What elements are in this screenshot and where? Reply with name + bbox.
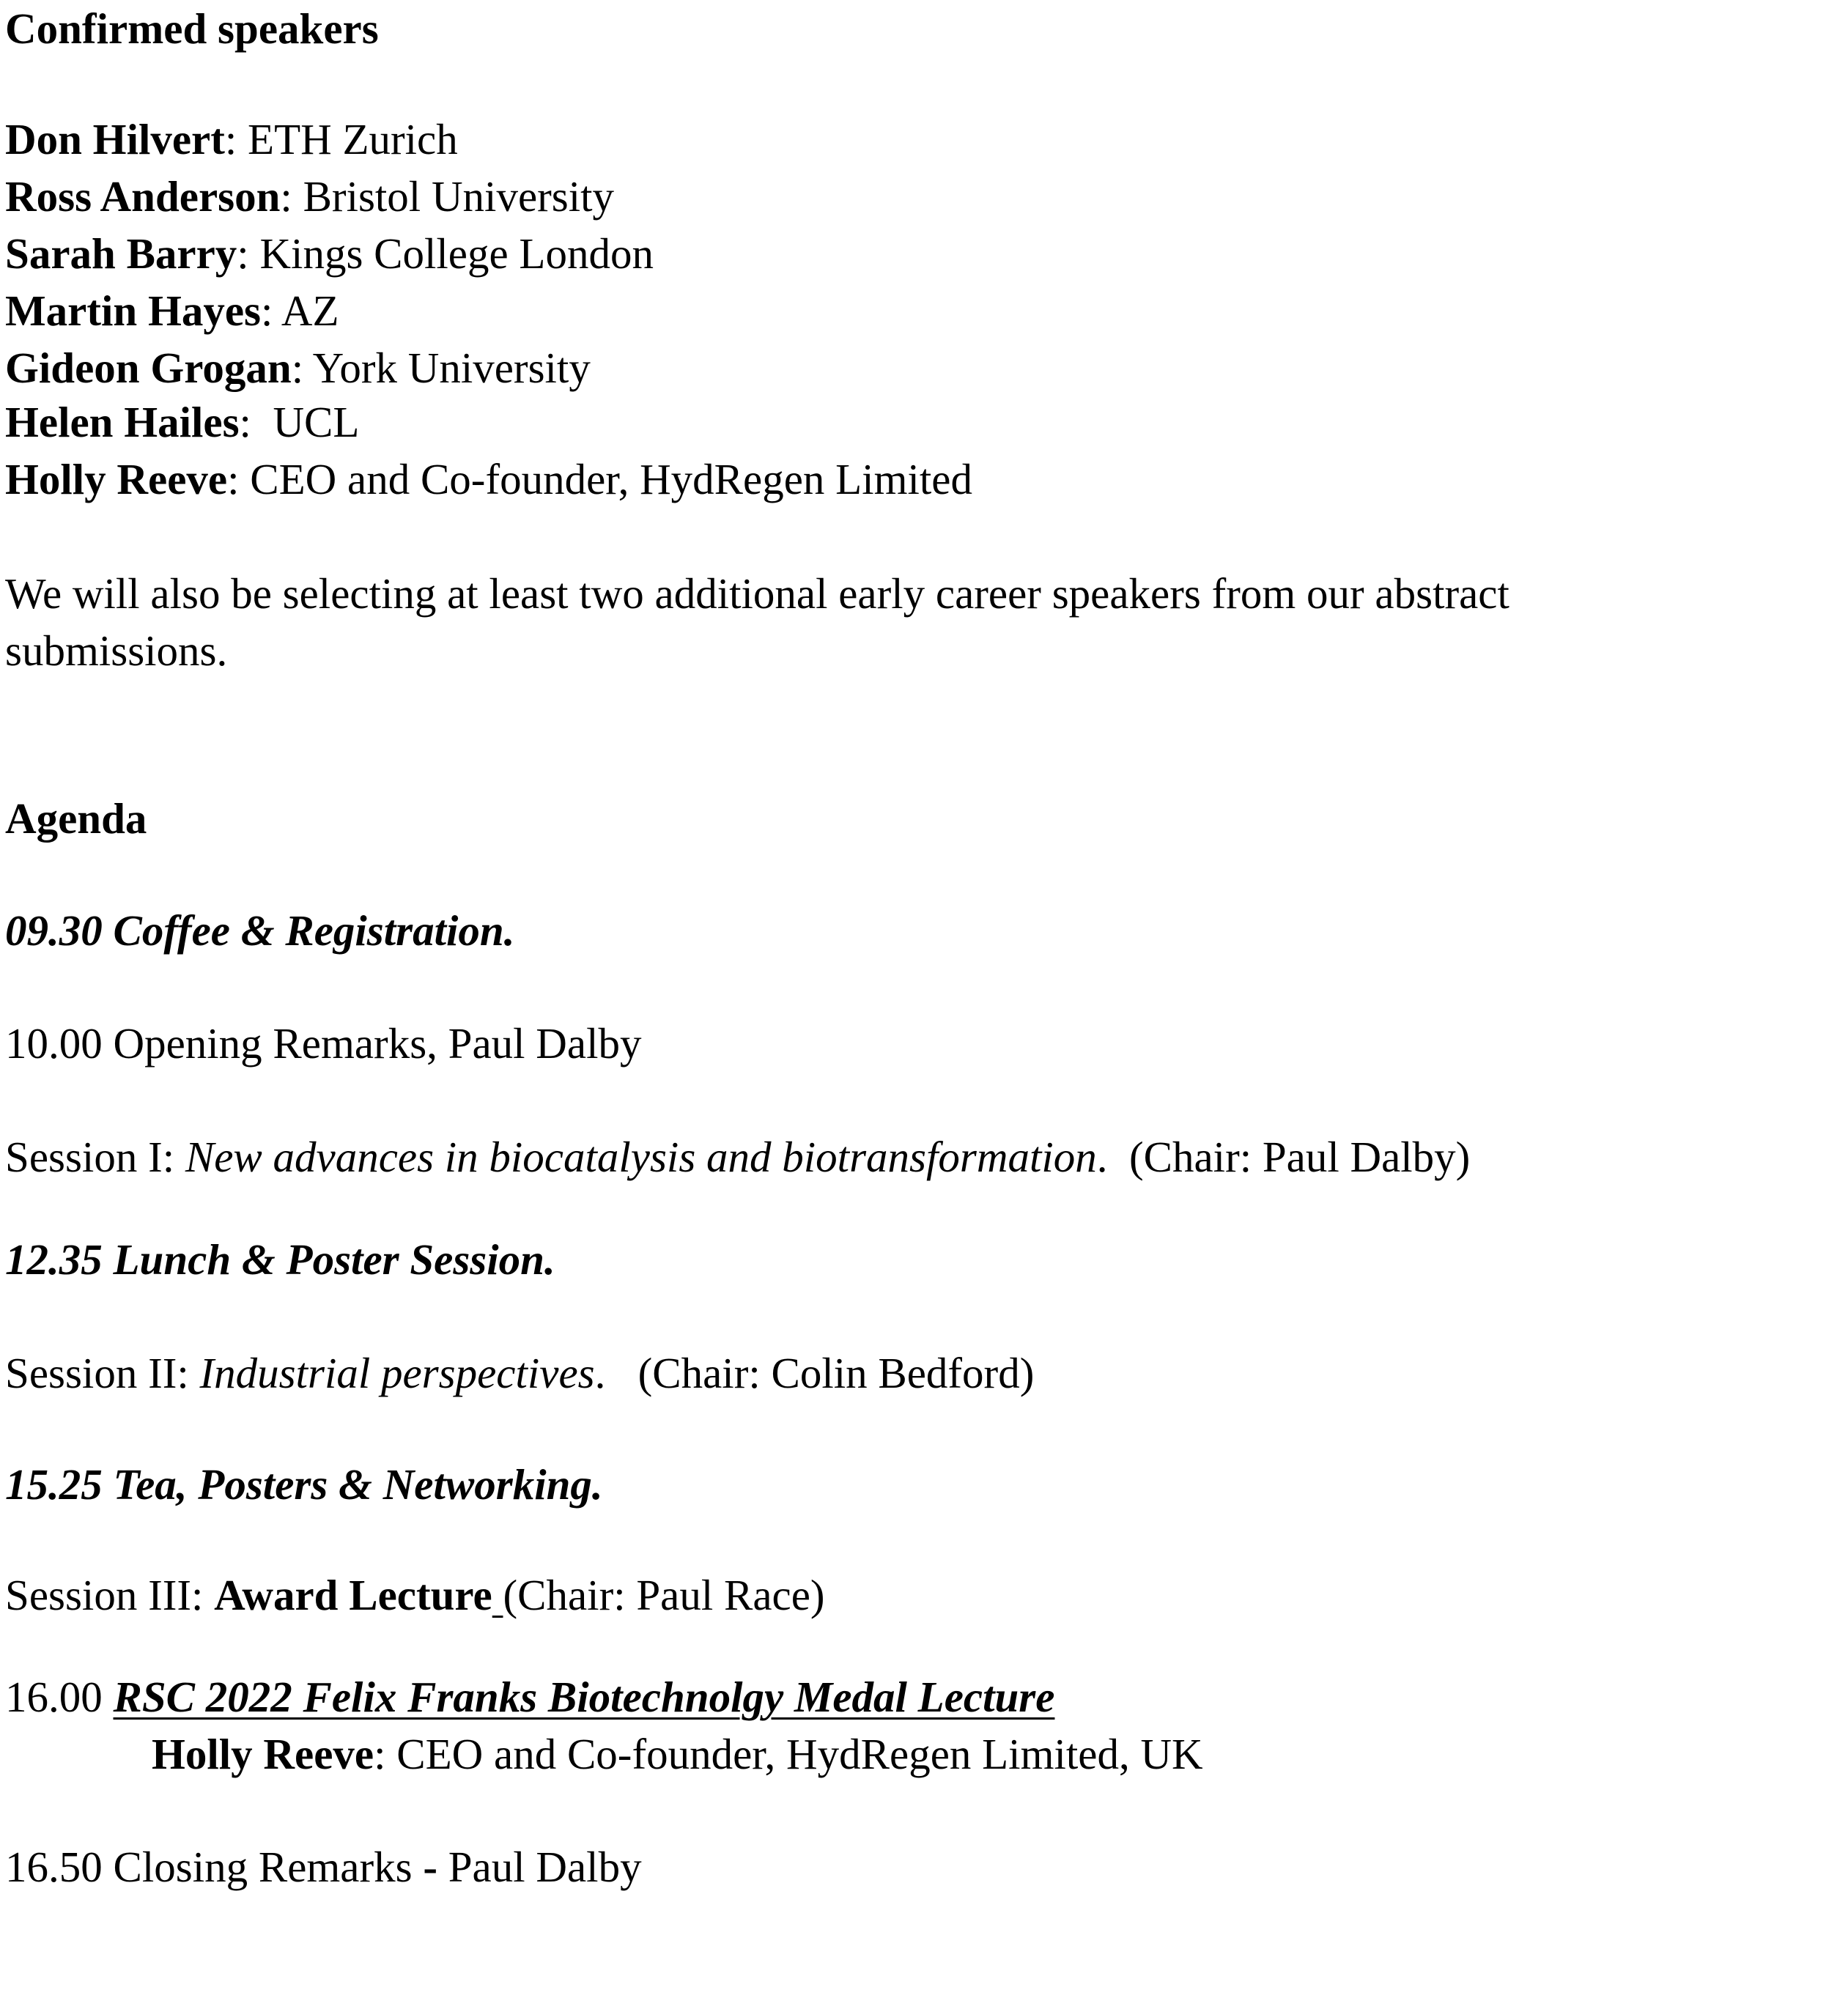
- speaker-affiliation: CEO and Co-founder, HydRegen Limited: [250, 455, 972, 503]
- medal-time: 16.00: [5, 1673, 114, 1721]
- speaker-affiliation: AZ: [281, 286, 339, 335]
- session-chair: . (Chair: Colin Bedford): [594, 1349, 1035, 1397]
- speaker-name: Sarah Barry: [5, 229, 237, 278]
- speaker-separator: :: [261, 286, 281, 335]
- speaker-name: Don Hilvert: [5, 115, 225, 163]
- agenda-heading: Agenda: [5, 794, 147, 843]
- speaker-item: [5, 282, 339, 339]
- speaker-affiliation: Bristol University: [303, 172, 615, 221]
- speaker-separator: :: [280, 172, 303, 221]
- session-title: Award Lecture: [214, 1571, 492, 1619]
- speaker-affiliation: Kings College London: [259, 229, 654, 278]
- speaker-name: Gideon Grogan: [5, 344, 292, 392]
- closing-dash: -: [423, 1843, 437, 1891]
- speaker-item: [5, 168, 614, 225]
- agenda-session-3: [5, 1566, 825, 1624]
- closing-label: 16.50 Closing Remarks: [5, 1843, 424, 1891]
- speaker-separator: :: [237, 229, 260, 278]
- agenda-item-opening: 10.00 Opening Remarks, Paul Dalby: [5, 1019, 642, 1068]
- agenda-item-lunch: 12.35 Lunch & Poster Session.: [5, 1235, 555, 1284]
- medal-speaker-name: Holly Reeve: [152, 1730, 374, 1778]
- speaker-name: Ross Anderson: [5, 172, 281, 221]
- session-underlined-space: [492, 1571, 503, 1619]
- session-chair: . (Chair: Paul Dalby): [1096, 1133, 1471, 1181]
- session-title: New advances in biocatalysis and biotransformation: [185, 1133, 1097, 1181]
- confirmed-speakers-heading: Confirmed speakers: [5, 4, 379, 53]
- early-career-note-line-2: submissions.: [5, 626, 228, 675]
- session-prefix: Session II:: [5, 1349, 200, 1397]
- agenda-item-coffee: 09.30 Coffee & Registration.: [5, 906, 515, 955]
- medal-title: RSC 2022 Felix Franks Biotechnolgy Medal Lecture: [113, 1673, 1055, 1721]
- session-prefix: Session III:: [5, 1571, 215, 1619]
- medal-speaker-detail: : CEO and Co-founder, HydRegen Limited, UK: [374, 1730, 1203, 1778]
- speaker-item: [5, 225, 654, 282]
- closing-name: Paul Dalby: [437, 1843, 642, 1891]
- agenda-item-tea: 15.25 Tea, Posters & Networking.: [5, 1460, 603, 1509]
- speaker-separator: :: [227, 455, 251, 503]
- speaker-affiliation: UCL: [273, 398, 360, 446]
- speaker-item: [5, 339, 591, 396]
- speaker-separator: :: [291, 344, 313, 392]
- speaker-separator: :: [239, 398, 273, 446]
- session-prefix: Session I:: [5, 1133, 185, 1181]
- agenda-session-1: [5, 1128, 1470, 1185]
- medal-speaker: [152, 1725, 1203, 1783]
- speaker-item: [5, 451, 972, 508]
- session-title: Industrial perspectives: [199, 1349, 595, 1397]
- speaker-separator: :: [224, 115, 248, 163]
- agenda-session-2: [5, 1344, 1034, 1402]
- speaker-affiliation: ETH Zurich: [248, 115, 458, 163]
- early-career-note-line-1: We will also be selecting at least two additional early career speakers from our abstract: [5, 569, 1509, 618]
- agenda-item-closing: [5, 1838, 642, 1895]
- speaker-affiliation: York University: [312, 344, 591, 392]
- speaker-name: Martin Hayes: [5, 286, 262, 335]
- speaker-item: [5, 111, 458, 168]
- session-chair: (Chair: Paul Race): [503, 1571, 825, 1619]
- speaker-item: [5, 393, 359, 451]
- agenda-item-medal-lecture: [5, 1668, 1054, 1725]
- speaker-name: Holly Reeve: [5, 455, 228, 503]
- speaker-name: Helen Hailes: [5, 398, 240, 446]
